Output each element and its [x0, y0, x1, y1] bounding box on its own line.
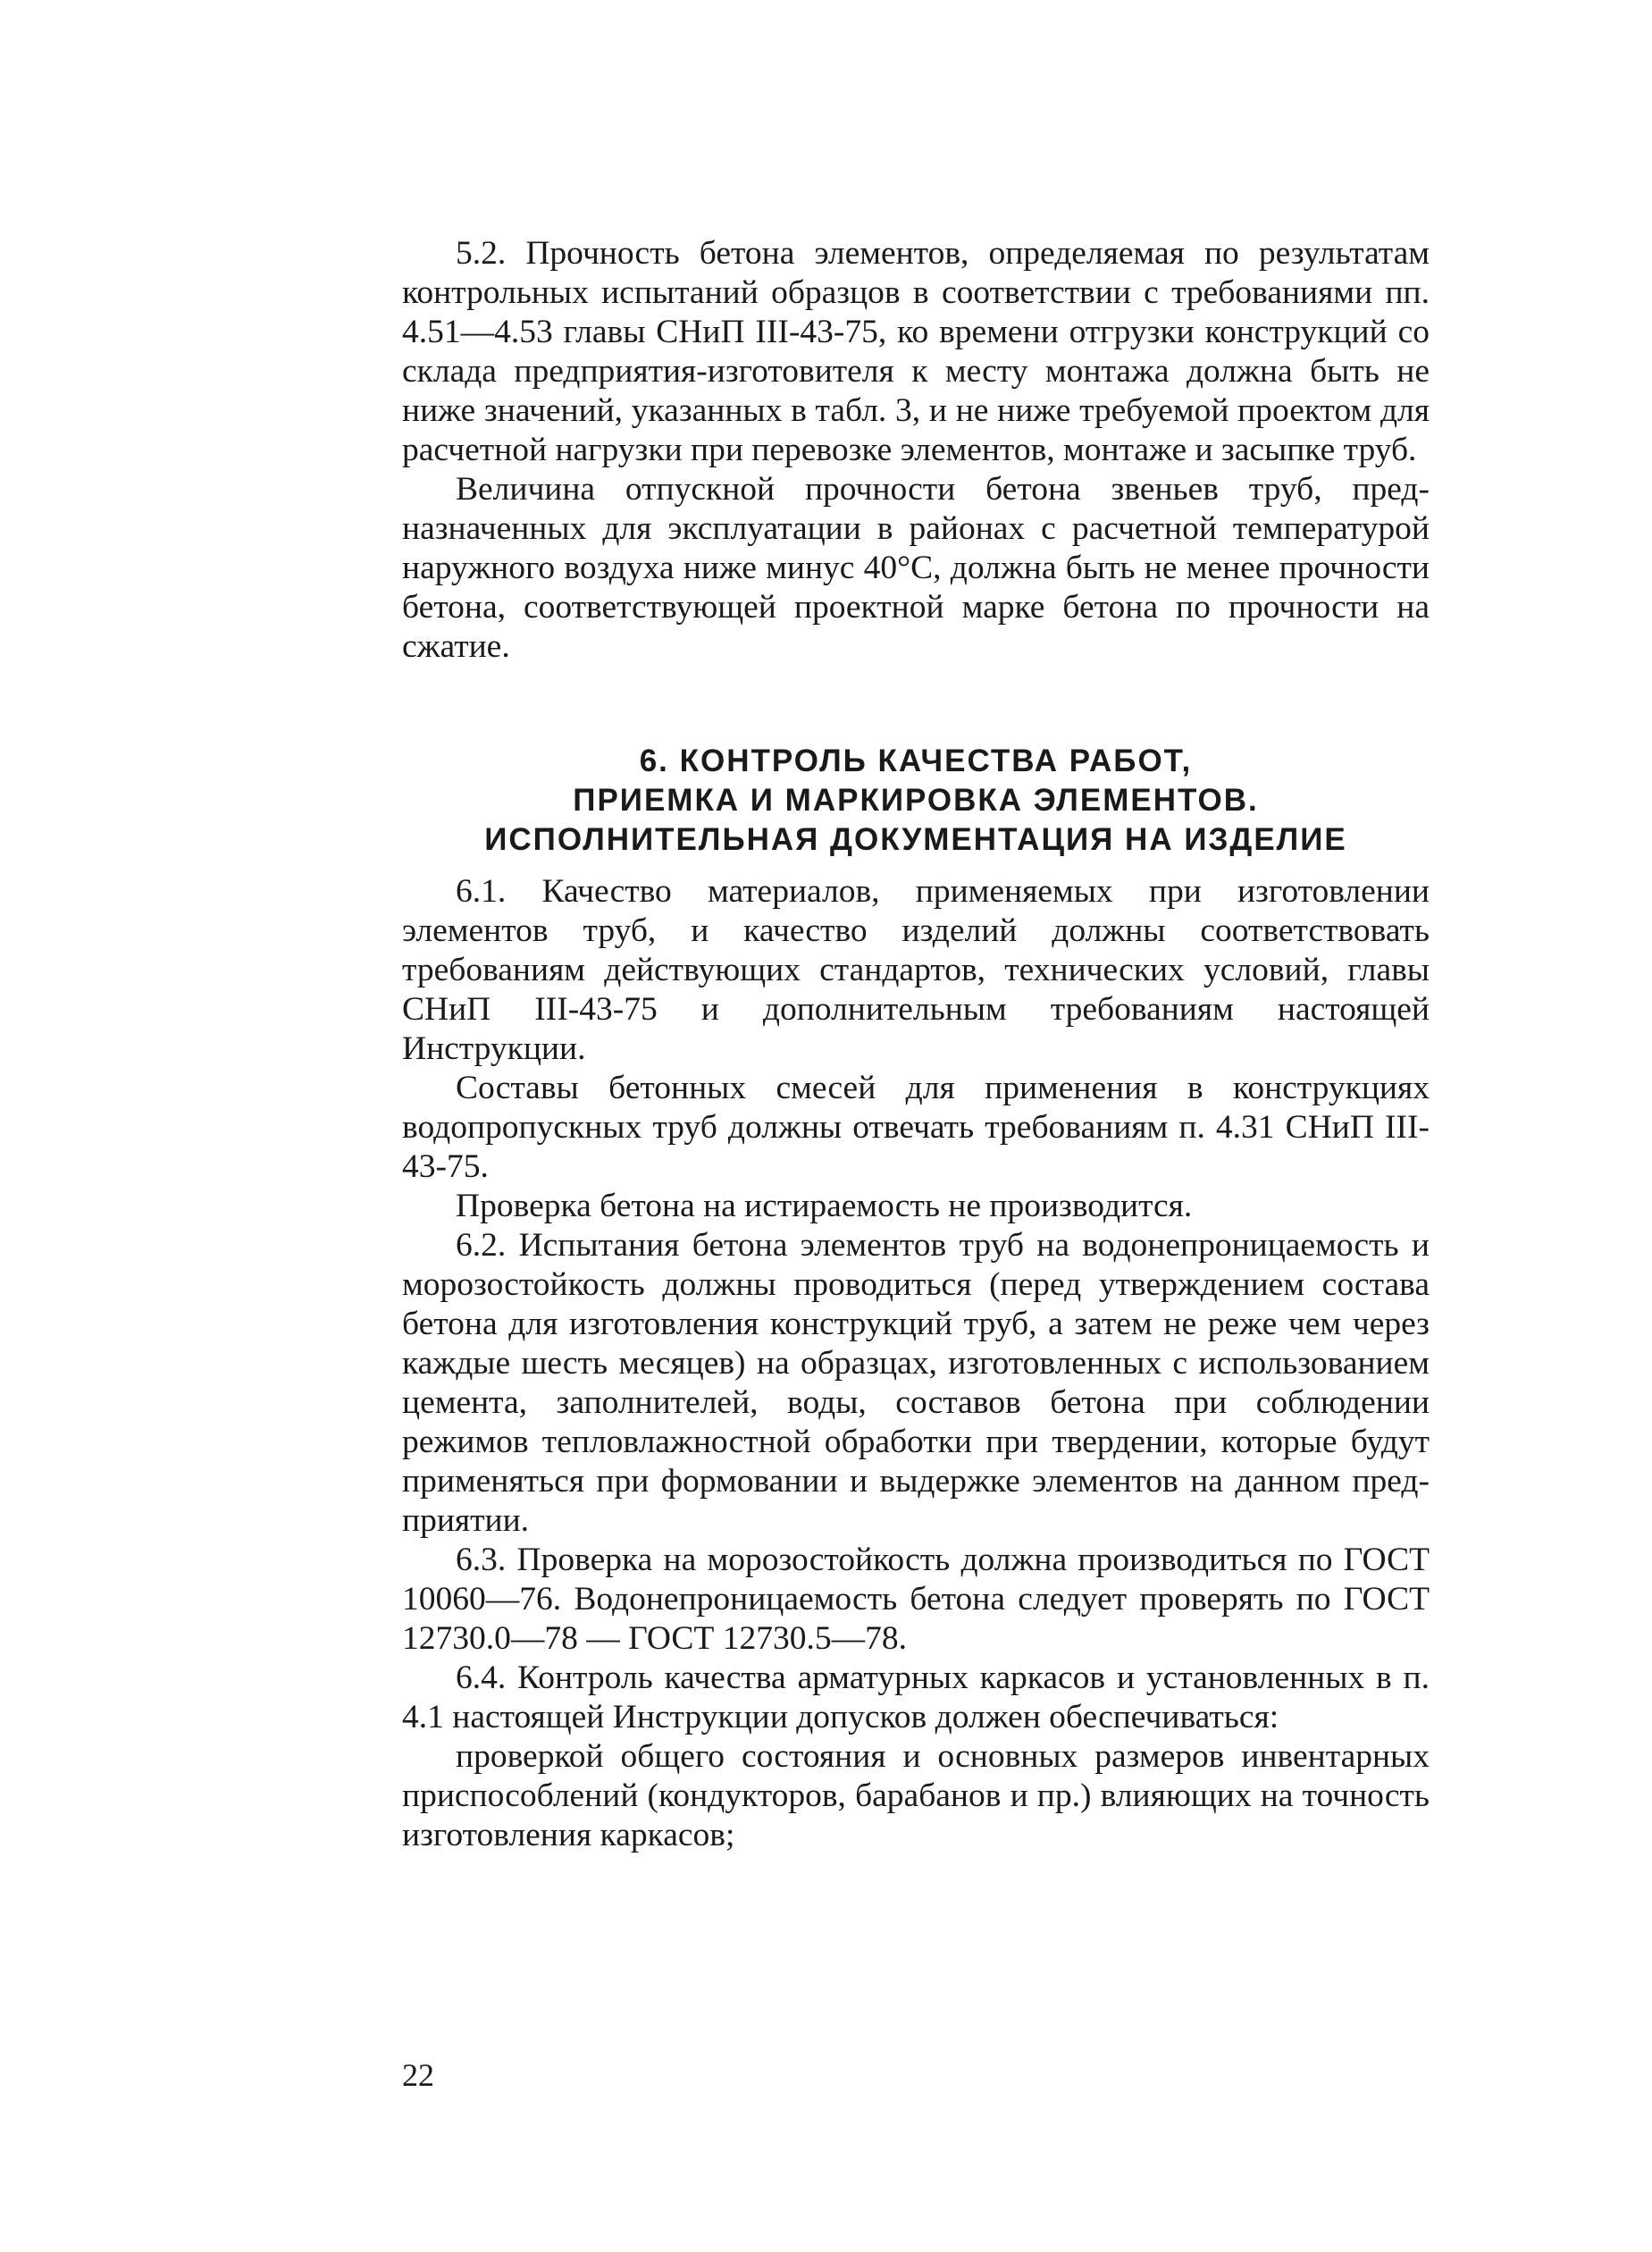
document-page: [402, 234, 1430, 1855]
paragraph-tempering-strength: Величина отпускной прочности бетона звеньев труб, предназначенных для эксплуатации в районах с расчетной температурой наружного воздуха ниже минус 40°C, должна быть не менее прочности бетона, соответствующей проектной марке бетона по прочности на сжатие.: [402, 471, 1430, 665]
paragraph-5-2: 5.2. Прочность бетона элементов, определяемая по результатам контрольных испытаний образцов в соответствии с требованиями пп. 4.51—4.53 главы СНиП III-43-75, ко времени отгрузки конструкций со склада предприятия-изготовителя к месту монтажа должна быть не ниже значений, указанных в табл. 3, и не ниже требуемой проектом для расчетной нагрузки при перевозке элементов, монтаже и засыпке труб.: [402, 235, 1430, 468]
paragraph-6-4: 6.4. Контроль качества арматурных каркасов и установленных в п. 4.1 настоящей Инструкции допусков должен обеспечиваться:: [402, 1660, 1430, 1735]
section-heading-line-1: 6. КОНТРОЛЬ КАЧЕСТВА РАБОТ,: [639, 744, 1193, 778]
section-heading-line-2: ПРИЕМКА И МАРКИРОВКА ЭЛЕМЕНТОВ.: [573, 783, 1259, 818]
section-heading-line-3: ИСПОЛНИТЕЛЬНАЯ ДОКУМЕНТАЦИЯ НА ИЗДЕЛИЕ: [484, 822, 1347, 857]
section-heading: [402, 742, 1430, 860]
paragraph-abrasion-check: Проверка бетона на истираемость не производится.: [456, 1188, 1193, 1224]
paragraph-concrete-mixes: Составы бетонных смесей для применения в конструкциях водопропускных труб должны отвечать требованиям п. 4.31 СНиП III-43-75.: [402, 1070, 1430, 1185]
page-number: 22: [402, 2057, 434, 2093]
paragraph-6-2: 6.2. Испытания бетона элементов труб на водонепроницаемость и морозостойкость должны проводиться (перед утверждением состава бетона для изготовления конструкций труб, а затем не реже чем через каждые шесть месяцев) на образцах, изготовленных с использованием цемента, заполнителей, воды, составов бетона при соблюдении режимов тепловлажностной обработки при твердении, которые будут применяться при формовании и выдержке элементов на данном предприятии.: [402, 1227, 1430, 1539]
paragraph-6-1: 6.1. Качество материалов, применяемых при изготовлении элементов труб, и качество изделий должны соответствовать требованиям действующих стандартов, технических условий, главы СНиП III-43-75 и дополнительным требованиям настоящей Инструкции.: [402, 873, 1430, 1067]
paragraph-6-3: 6.3. Проверка на морозостойкость должна производиться по ГОСТ 10060—76. Водонепроницаемость бетона следует проверять по ГОСТ 12730.0—78 — ГОСТ 12730.5—78.: [402, 1542, 1430, 1657]
paragraph-inventory-check: проверкой общего состояния и основных размеров инвентарных приспособлений (кондукторов, барабанов и пр.) влияющих на точность изготовления каркасов;: [402, 1738, 1430, 1853]
